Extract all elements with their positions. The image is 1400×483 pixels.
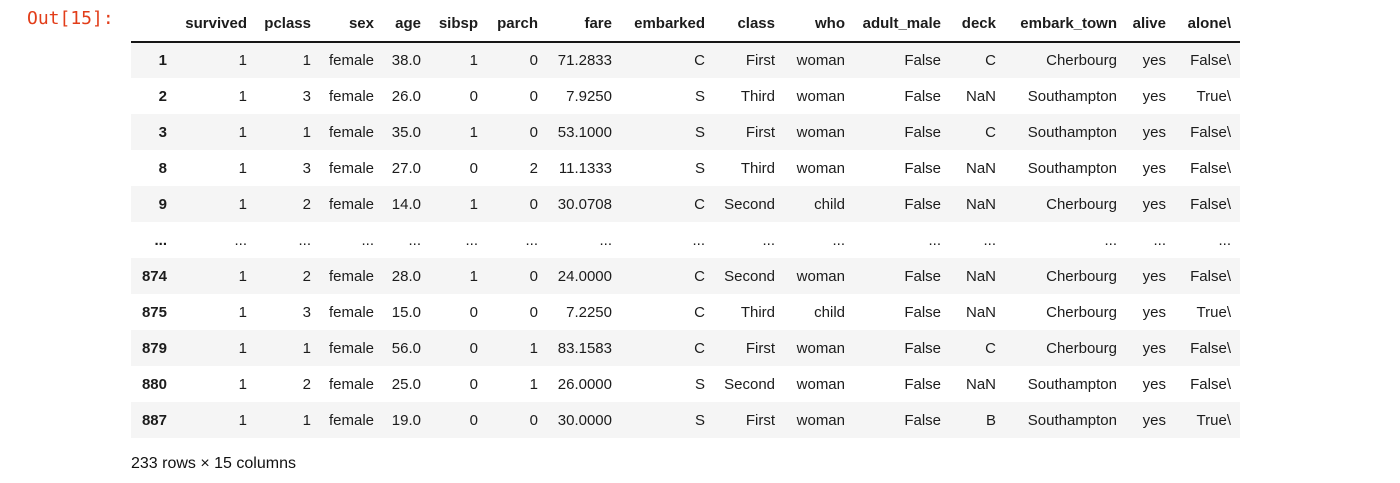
table-cell: 1 <box>238 339 247 357</box>
table-cell: ... <box>298 231 311 249</box>
table-cell: 3 <box>302 303 311 321</box>
table-cell: yes <box>1142 52 1166 69</box>
table-cell: yes <box>1142 267 1166 285</box>
column-header: survived <box>167 6 247 42</box>
table-cell: 7.2250 <box>566 303 612 321</box>
table-cell: Third <box>740 87 775 105</box>
table-cell: 1 <box>469 123 478 141</box>
table-row <box>131 186 1240 222</box>
table-cell: ... <box>465 231 478 249</box>
table-cell: 0 <box>469 87 478 105</box>
table-cell: female <box>328 195 374 213</box>
table-cell: 1 <box>469 52 478 69</box>
table-cell: female <box>328 339 374 357</box>
table-row <box>131 114 1240 150</box>
table-cell: woman <box>796 267 845 285</box>
table-cell: Southampton <box>1027 411 1117 429</box>
table-cell: False\ <box>1190 339 1231 357</box>
table-cell: False <box>904 159 941 177</box>
table-cell: woman <box>796 339 845 357</box>
table-cell: ... <box>983 231 996 249</box>
table-cell: False <box>904 411 941 429</box>
table-cell: Cherbourg <box>1046 267 1117 285</box>
column-header: who <box>775 6 845 42</box>
column-header: deck <box>941 6 996 42</box>
column-header: pclass <box>247 6 311 42</box>
table-cell: Third <box>740 303 775 321</box>
table-cell: C <box>694 267 705 285</box>
table-cell: 1 <box>302 52 311 69</box>
table-row <box>131 330 1240 366</box>
table-cell: False <box>904 339 941 357</box>
table-cell: ... <box>692 231 705 249</box>
table-cell: 2 <box>302 195 311 213</box>
table-cell: child <box>814 303 845 321</box>
table-cell: False <box>904 267 941 285</box>
table-cell: 24.0000 <box>557 267 612 285</box>
table-cell: yes <box>1142 303 1166 321</box>
table-cell: ... <box>234 231 247 249</box>
table-cell: 1 <box>302 411 311 429</box>
table-cell: First <box>745 339 775 357</box>
table-cell: woman <box>796 87 845 105</box>
table-cell: female <box>328 303 374 321</box>
table-cell: 83.1583 <box>557 339 612 357</box>
output-prompt: Out[15]: <box>27 8 114 29</box>
table-cell: S <box>694 123 705 141</box>
table-cell: Second <box>724 195 775 213</box>
table-cell: C <box>694 195 705 213</box>
row-index: 3 <box>158 123 167 141</box>
table-cell: 1 <box>238 123 247 141</box>
table-cell: 28.0 <box>391 267 421 285</box>
table-cell: woman <box>796 159 845 177</box>
table-cell: 1 <box>238 52 247 69</box>
table-cell: C <box>694 339 705 357</box>
table-cell: yes <box>1142 411 1166 429</box>
table-cell: 26.0 <box>391 87 421 105</box>
table-cell: female <box>328 52 374 69</box>
table-cell: yes <box>1142 339 1166 357</box>
table-cell: Cherbourg <box>1046 52 1117 69</box>
table-cell: 19.0 <box>391 411 421 429</box>
table-cell: ... <box>762 231 775 249</box>
column-header: sibsp <box>421 6 478 42</box>
table-cell: 30.0708 <box>557 195 612 213</box>
table-cell: 1 <box>302 123 311 141</box>
table-cell: 56.0 <box>391 339 421 357</box>
row-index: 874 <box>141 267 167 285</box>
table-cell: False\ <box>1190 267 1231 285</box>
table-cell: woman <box>796 52 845 69</box>
table-cell: 0 <box>469 303 478 321</box>
table-cell: C <box>985 52 996 69</box>
table-cell: 0 <box>529 303 538 321</box>
table-cell: NaN <box>965 303 996 321</box>
table-cell: Third <box>740 159 775 177</box>
table-cell: Second <box>724 375 775 393</box>
table-cell: 1 <box>238 303 247 321</box>
table-cell: False\ <box>1190 52 1231 69</box>
table-cell: 0 <box>529 52 538 69</box>
index-column-header <box>131 6 167 42</box>
table-cell: S <box>694 159 705 177</box>
table-cell: 2 <box>302 375 311 393</box>
table-cell: Cherbourg <box>1046 339 1117 357</box>
row-index: 8 <box>158 159 167 177</box>
table-cell: woman <box>796 375 845 393</box>
row-index: 9 <box>158 195 167 213</box>
table-cell: 53.1000 <box>557 123 612 141</box>
table-cell: 1 <box>529 339 538 357</box>
table-cell: 3 <box>302 87 311 105</box>
table-cell: yes <box>1142 195 1166 213</box>
table-cell: First <box>745 52 775 69</box>
table-cell: yes <box>1142 375 1166 393</box>
column-header: sex <box>311 6 374 42</box>
table-cell: 0 <box>529 411 538 429</box>
table-cell: 38.0 <box>391 52 421 69</box>
table-cell: False\ <box>1190 159 1231 177</box>
table-cell: NaN <box>965 375 996 393</box>
table-cell: female <box>328 123 374 141</box>
table-cell: yes <box>1142 159 1166 177</box>
table-cell: False <box>904 375 941 393</box>
row-index: 880 <box>141 375 167 393</box>
table-cell: 27.0 <box>391 159 421 177</box>
table-cell: 1 <box>238 267 247 285</box>
table-cell: 1 <box>302 339 311 357</box>
table-cell: True\ <box>1196 87 1231 105</box>
table-cell: 0 <box>469 339 478 357</box>
row-index: 875 <box>141 303 167 321</box>
table-cell: Cherbourg <box>1046 195 1117 213</box>
table-cell: False <box>904 123 941 141</box>
table-cell: B <box>985 411 996 429</box>
table-cell: Second <box>724 267 775 285</box>
table-cell: yes <box>1142 87 1166 105</box>
table-cell: female <box>328 375 374 393</box>
table-row <box>131 42 1240 78</box>
table-row <box>131 150 1240 186</box>
column-header: fare <box>538 6 612 42</box>
row-index: 2 <box>158 87 167 105</box>
table-cell: 2 <box>529 159 538 177</box>
table-cell: True\ <box>1196 303 1231 321</box>
table-cell: ... <box>525 231 538 249</box>
table-cell: 0 <box>529 195 538 213</box>
column-header: embarked <box>612 6 705 42</box>
column-header: class <box>705 6 775 42</box>
table-cell: False <box>904 195 941 213</box>
table-cell: NaN <box>965 159 996 177</box>
table-cell: C <box>985 339 996 357</box>
table-cell: Southampton <box>1027 87 1117 105</box>
table-cell: 1 <box>238 159 247 177</box>
table-cell: 35.0 <box>391 123 421 141</box>
table-cell: False\ <box>1190 123 1231 141</box>
table-cell: ... <box>1153 231 1166 249</box>
table-cell: 1 <box>469 195 478 213</box>
table-cell: 1 <box>238 411 247 429</box>
table-cell: False <box>904 87 941 105</box>
table-cell: Southampton <box>1027 159 1117 177</box>
table-cell: ... <box>361 231 374 249</box>
table-cell: female <box>328 87 374 105</box>
dataframe-container <box>131 6 1240 473</box>
table-cell: ... <box>1104 231 1117 249</box>
table-row <box>131 366 1240 402</box>
table-cell: S <box>694 375 705 393</box>
table-cell: NaN <box>965 267 996 285</box>
table-row <box>131 258 1240 294</box>
table-cell: yes <box>1142 123 1166 141</box>
table-cell: Cherbourg <box>1046 303 1117 321</box>
table-cell: S <box>694 411 705 429</box>
table-cell: 0 <box>529 267 538 285</box>
table-cell: C <box>694 52 705 69</box>
table-cell: woman <box>796 411 845 429</box>
table-cell: 71.2833 <box>557 52 612 69</box>
table-cell: False\ <box>1190 195 1231 213</box>
table-cell: ... <box>928 231 941 249</box>
column-header: alive <box>1117 6 1166 42</box>
table-cell: 1 <box>469 267 478 285</box>
table-cell: First <box>745 123 775 141</box>
table-cell: 14.0 <box>391 195 421 213</box>
column-header: parch <box>478 6 538 42</box>
column-header: alone\ <box>1166 6 1240 42</box>
table-cell: 0 <box>529 123 538 141</box>
table-cell: Southampton <box>1027 375 1117 393</box>
table-cell: C <box>985 123 996 141</box>
column-header: adult_male <box>845 6 941 42</box>
table-row <box>131 78 1240 114</box>
table-cell: 1 <box>238 87 247 105</box>
table-cell: False\ <box>1190 375 1231 393</box>
table-cell: NaN <box>965 195 996 213</box>
table-cell: NaN <box>965 87 996 105</box>
table-cell: 11.1333 <box>558 159 612 177</box>
table-cell: 1 <box>238 195 247 213</box>
table-cell: female <box>328 267 374 285</box>
row-index: 1 <box>158 52 167 69</box>
table-cell: 3 <box>302 159 311 177</box>
column-header: age <box>374 6 421 42</box>
dataframe-table <box>131 6 1240 438</box>
table-cell: False <box>904 52 941 69</box>
table-cell: 2 <box>302 267 311 285</box>
table-cell: ... <box>599 231 612 249</box>
table-cell: False <box>904 303 941 321</box>
table-body <box>131 42 1240 438</box>
table-cell: 15.0 <box>391 303 421 321</box>
table-cell: True\ <box>1196 411 1231 429</box>
table-cell: 25.0 <box>391 375 421 393</box>
row-index: ... <box>154 231 167 249</box>
table-cell: Southampton <box>1027 123 1117 141</box>
table-cell: ... <box>1218 231 1231 249</box>
table-cell: C <box>694 303 705 321</box>
table-cell: female <box>328 159 374 177</box>
table-cell: female <box>328 411 374 429</box>
table-row <box>131 294 1240 330</box>
table-cell: child <box>814 195 845 213</box>
row-index: 887 <box>141 411 167 429</box>
table-cell: 0 <box>469 375 478 393</box>
table-cell: 30.0000 <box>557 411 612 429</box>
table-cell: 7.9250 <box>566 87 612 105</box>
table-cell: woman <box>796 123 845 141</box>
row-index: 879 <box>141 339 167 357</box>
table-cell: 0 <box>529 87 538 105</box>
table-cell: 1 <box>238 375 247 393</box>
table-cell: First <box>745 411 775 429</box>
header-row <box>131 6 1240 42</box>
table-cell: 1 <box>529 375 538 393</box>
dataframe-dimensions: 233 rows × 15 columns <box>131 455 296 472</box>
table-cell: 0 <box>469 411 478 429</box>
table-row <box>131 402 1240 438</box>
table-cell: S <box>694 87 705 105</box>
table-row <box>131 222 1240 258</box>
column-header: embark_town <box>996 6 1117 42</box>
table-cell: 0 <box>469 159 478 177</box>
table-cell: 26.0000 <box>557 375 612 393</box>
table-cell: ... <box>832 231 845 249</box>
table-cell: ... <box>408 231 421 249</box>
